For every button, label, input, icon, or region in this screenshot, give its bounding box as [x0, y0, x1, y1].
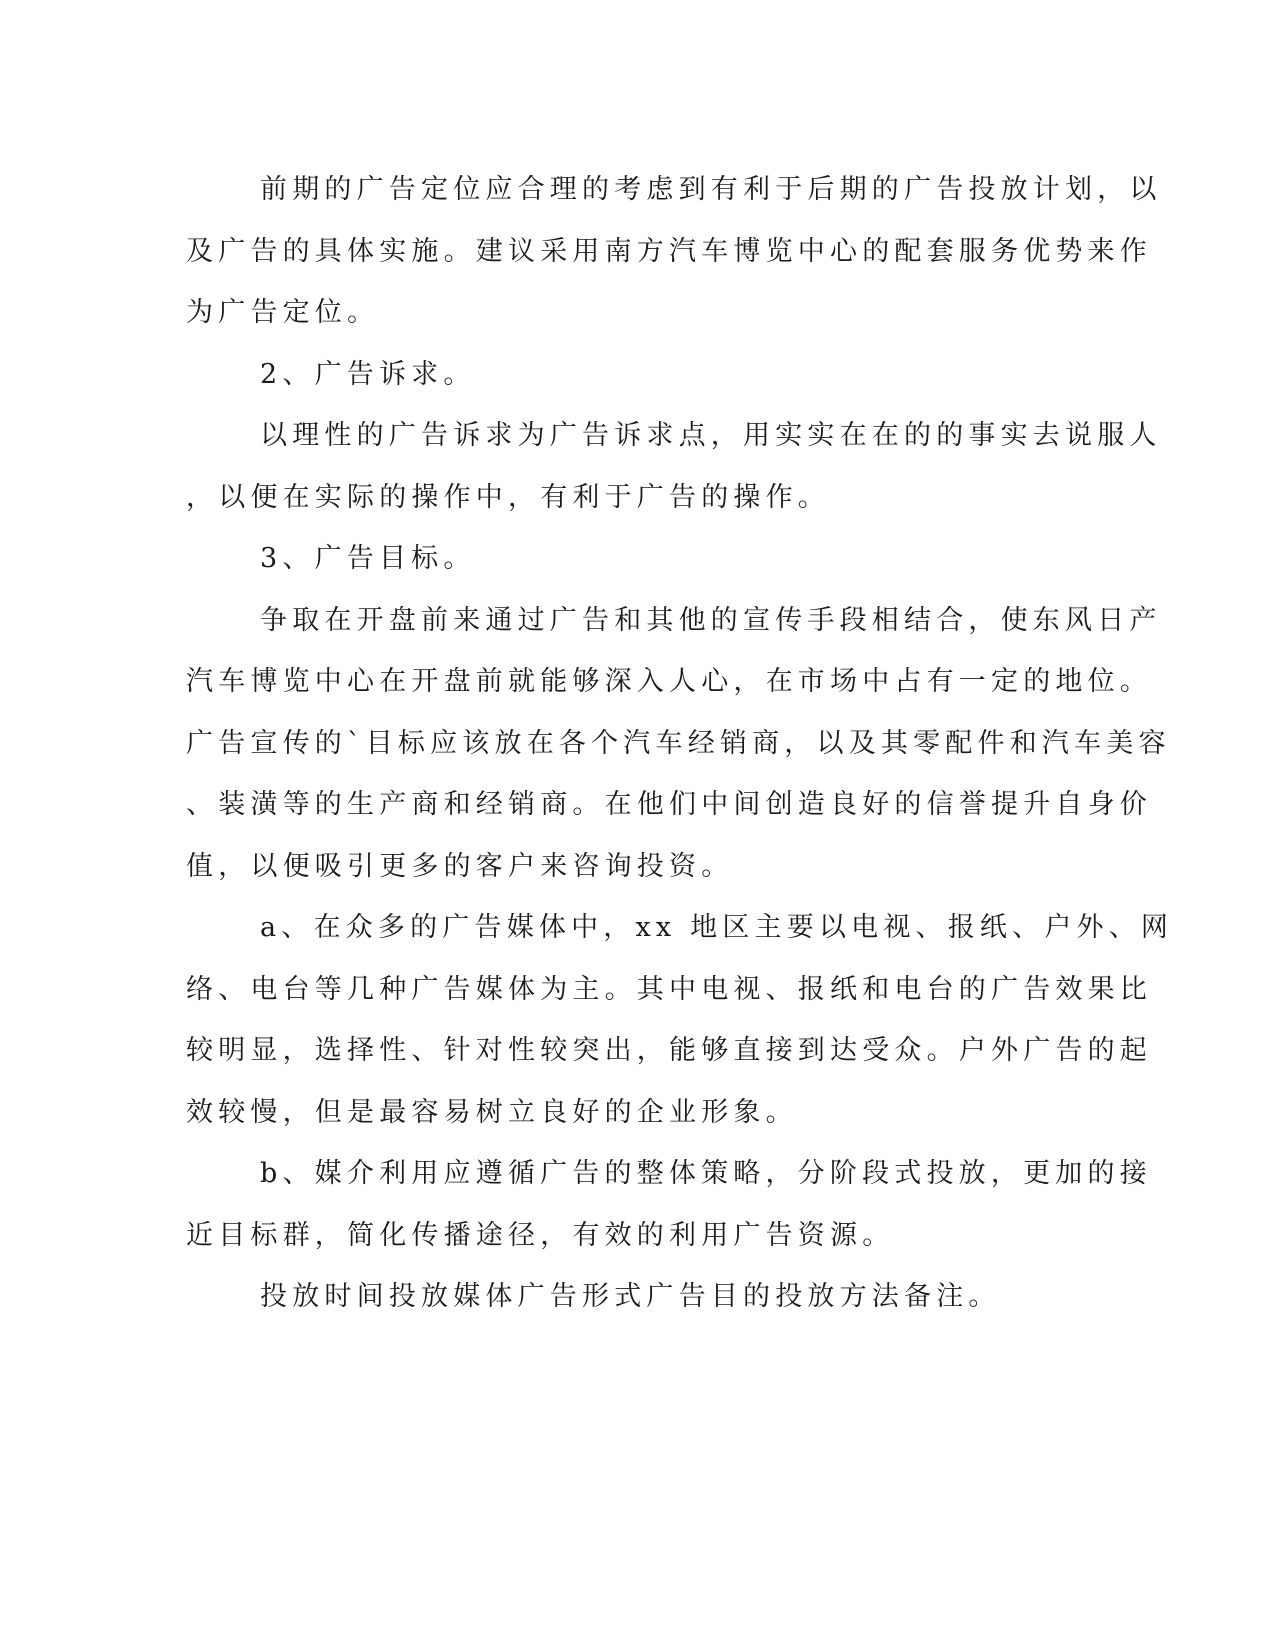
text-line: ，以便在实际的操作中，有利于广告的操作。 [186, 481, 830, 513]
text-line: 广告宣传的`目标应该放在各个汽车经销商，以及其零配件和汽车美容 [186, 727, 1171, 759]
section-heading: 3、广告目标。 [260, 543, 476, 574]
text-line: 值，以便吸引更多的客户来咨询投资。 [186, 850, 734, 882]
text-line: 争取在开盘前来通过广告和其他的宣传手段相结合，使东风日产 [260, 604, 1162, 636]
text-line: 以理性的广告诉求为广告诉求点，用实实在在的的事实去说服人 [260, 420, 1162, 451]
section-heading: 2、广告诉求。 [260, 358, 476, 390]
text-line: 为广告定位。 [186, 297, 380, 328]
document-body [186, 159, 1174, 1328]
text-line: 投放时间投放媒体广告形式广告目的投放方法备注。 [260, 1281, 1001, 1312]
text-line: 、装潢等的生产商和经销商。在他们中间创造良好的信誉提升自身价 [186, 789, 1152, 820]
text-line: 近目标群，简化传播途径，有效的利用广告资源。 [186, 1219, 895, 1251]
text-line: 汽车博览中心在开盘前就能够深入人心，在市场中占有一定的地位。 [186, 666, 1152, 697]
text-line: 效较慢，但是最容易树立良好的企业形象。 [186, 1096, 798, 1128]
text-line: b、媒介利用应遵循广告的整体策略，分阶段式投放，更加的接 [260, 1158, 1152, 1189]
text-line: a、在众多的广告媒体中，xx 地区主要以电视、报纸、户外、网 [260, 912, 1174, 943]
text-line: 前期的广告定位应合理的考虑到有利于后期的广告投放计划，以 [260, 174, 1162, 205]
text-line: 络、电台等几种广告媒体为主。其中电视、报纸和电台的广告效果比 [186, 973, 1152, 1005]
text-line: 较明显，选择性、针对性较突出，能够直接到达受众。户外广告的起 [186, 1035, 1152, 1066]
text-line: 及广告的具体实施。建议采用南方汽车博览中心的配套服务优势来作 [186, 235, 1152, 267]
